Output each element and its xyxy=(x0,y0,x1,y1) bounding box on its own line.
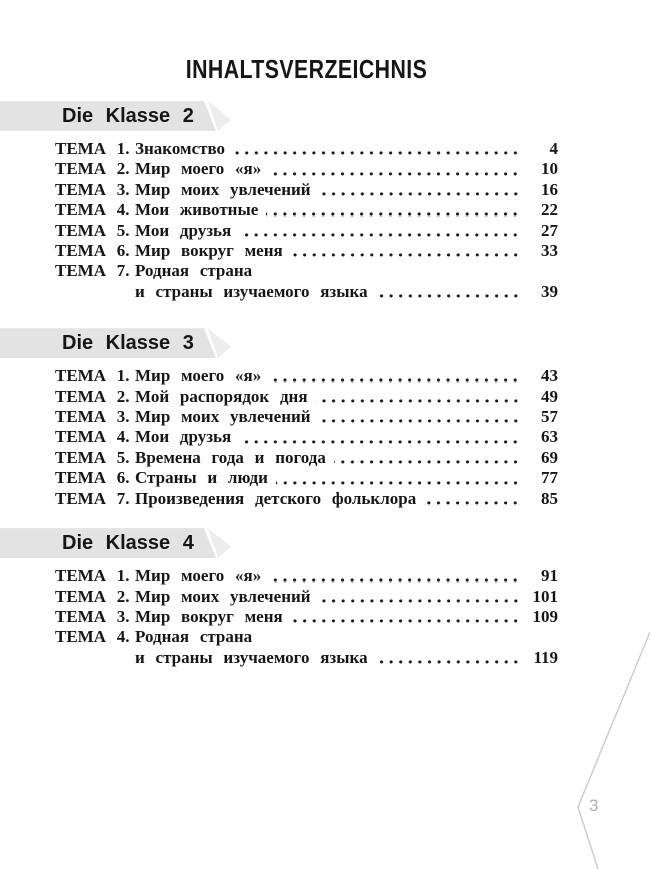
entry-page-number: 22 xyxy=(541,200,558,220)
dot-leader xyxy=(233,151,523,155)
page-number: 3 xyxy=(589,796,599,815)
entry-line xyxy=(135,261,558,281)
entry-title: Мир моих увлечений xyxy=(135,586,311,606)
dot-leader xyxy=(424,501,523,505)
entry-title: Мир моих увлечений xyxy=(135,407,311,427)
toc-entry xyxy=(55,468,558,488)
entry-title: Мир вокруг меня xyxy=(135,606,283,626)
entry-title: Мои друзья xyxy=(135,427,232,447)
dot-leader xyxy=(239,440,523,444)
toc-entry xyxy=(55,607,558,627)
entry-page-number: 85 xyxy=(541,488,558,508)
entry-main xyxy=(135,566,558,586)
entry-line xyxy=(135,587,558,607)
entry-main xyxy=(135,448,558,468)
entry-label: ТЕМА 5. xyxy=(55,220,130,240)
entry-main xyxy=(135,180,558,200)
class-banner-label: Die Klasse 4 xyxy=(62,532,194,555)
entry-page-number: 69 xyxy=(541,447,558,467)
dot-leader xyxy=(291,253,523,257)
dot-leader xyxy=(376,660,523,664)
toc-entry xyxy=(55,566,558,586)
toc-entry xyxy=(55,448,558,468)
entry-line xyxy=(135,427,558,447)
entry-main xyxy=(135,366,558,386)
toc-entry xyxy=(55,221,558,241)
entry-main xyxy=(135,427,558,447)
class-banner xyxy=(0,528,231,558)
entry-title: Страны и люди xyxy=(135,468,268,488)
toc-entry xyxy=(55,627,558,668)
entry-label: ТЕМА 4. xyxy=(55,627,130,647)
entry-main xyxy=(135,261,558,302)
entry-main xyxy=(135,200,558,220)
entry-page-number: 109 xyxy=(532,606,558,626)
entry-line xyxy=(135,200,558,220)
dot-leader xyxy=(266,212,523,216)
entry-main xyxy=(135,407,558,427)
entry-label: ТЕМА 6. xyxy=(55,468,130,488)
entry-label: ТЕМА 1. xyxy=(55,566,130,586)
dot-leader xyxy=(269,378,523,382)
entry-title: Мир вокруг меня xyxy=(135,241,283,261)
entry-title: Родная страна xyxy=(135,261,253,281)
entry-main xyxy=(135,607,558,627)
entry-title: Знакомство xyxy=(135,139,226,158)
entry-label: ТЕМА 2. xyxy=(55,586,130,606)
class-banner-label: Die Klasse 2 xyxy=(62,105,194,127)
toc-page xyxy=(55,0,558,668)
entry-page-number: 77 xyxy=(541,468,558,488)
entry-label: ТЕМА 5. xyxy=(55,447,130,467)
toc-entries xyxy=(55,366,558,509)
entry-line xyxy=(135,139,558,159)
entry-title: Времена года и погода xyxy=(135,447,326,467)
entry-label: ТЕМА 3. xyxy=(55,179,130,199)
toc-entry xyxy=(55,387,558,407)
entry-line xyxy=(135,159,558,179)
dot-leader xyxy=(319,192,523,196)
entry-main xyxy=(135,221,558,241)
entry-page-number: 49 xyxy=(541,386,558,406)
entry-line xyxy=(135,468,558,488)
entry-main xyxy=(135,468,558,488)
toc-entry xyxy=(55,587,558,607)
entry-title: Мои животные xyxy=(135,200,259,220)
entry-title: Мир моих увлечений xyxy=(135,179,311,199)
entry-title: Произведения детского фольклора xyxy=(135,488,417,508)
entry-label: ТЕМА 3. xyxy=(55,606,130,626)
entry-line xyxy=(135,387,558,407)
entry-line xyxy=(135,221,558,241)
entry-title: Мир моего «я» xyxy=(135,159,262,179)
entry-page-number: 57 xyxy=(541,407,558,427)
entry-line-continuation xyxy=(135,282,558,302)
toc-entry xyxy=(55,407,558,427)
entry-page-number: 10 xyxy=(541,159,558,179)
entry-line xyxy=(135,566,558,586)
page-title: INHALTSVERZEICHNIS xyxy=(185,54,428,84)
entry-title: Мир моего «я» xyxy=(135,566,262,586)
toc-entry xyxy=(55,427,558,447)
entry-label: ТЕМА 7. xyxy=(55,261,130,281)
dot-leader xyxy=(276,481,523,485)
entry-page-number: 4 xyxy=(549,139,558,158)
entry-line xyxy=(135,448,558,468)
entry-line xyxy=(135,627,558,647)
toc-entries xyxy=(55,139,558,302)
dot-leader xyxy=(269,578,523,582)
entry-page-number: 101 xyxy=(532,586,558,606)
entry-label: ТЕМА 4. xyxy=(55,200,130,220)
entry-title: Мои друзья xyxy=(135,220,232,240)
entry-title: Родная страна xyxy=(135,627,253,647)
toc-entry xyxy=(55,241,558,261)
toc-section xyxy=(55,328,558,509)
dot-leader xyxy=(319,599,523,603)
dot-leader xyxy=(316,399,523,403)
entry-main xyxy=(135,387,558,407)
entry-label: ТЕМА 1. xyxy=(55,366,130,386)
entry-label: ТЕМА 1. xyxy=(55,139,130,158)
toc-entry xyxy=(55,366,558,386)
entry-main xyxy=(135,587,558,607)
entry-main xyxy=(135,489,558,509)
class-banner xyxy=(0,328,231,358)
dot-leader xyxy=(269,172,523,176)
sections-container xyxy=(55,101,558,668)
entry-main xyxy=(135,159,558,179)
entry-line xyxy=(135,180,558,200)
toc-entry xyxy=(55,200,558,220)
entry-title: и страны изучаемого языка xyxy=(135,647,368,667)
entry-label: ТЕМА 6. xyxy=(55,241,130,261)
entry-label: ТЕМА 3. xyxy=(55,407,130,427)
entry-page-number: 39 xyxy=(541,281,558,301)
toc-section xyxy=(55,101,558,302)
entry-main xyxy=(135,139,558,159)
toc-entry xyxy=(55,261,558,302)
entry-line xyxy=(135,607,558,627)
entry-label: ТЕМА 2. xyxy=(55,386,130,406)
entry-main xyxy=(135,627,558,668)
entry-main xyxy=(135,241,558,261)
entry-page-number: 119 xyxy=(533,647,558,667)
dot-leader xyxy=(319,419,523,423)
entry-page-number: 27 xyxy=(541,220,558,240)
entry-title: и страны изучаемого языка xyxy=(135,281,368,301)
toc-section xyxy=(55,528,558,668)
entry-line xyxy=(135,366,558,386)
entry-page-number: 91 xyxy=(541,566,558,586)
toc-entries xyxy=(55,566,558,668)
entry-page-number: 33 xyxy=(541,241,558,261)
dot-leader xyxy=(291,619,523,623)
toc-entry xyxy=(55,489,558,509)
entry-title: Мир моего «я» xyxy=(135,366,262,386)
class-banner-label: Die Klasse 3 xyxy=(62,332,194,355)
dot-leader xyxy=(376,294,523,298)
class-banner xyxy=(0,101,231,131)
corner-zigzag-line xyxy=(578,632,650,869)
dot-leader xyxy=(239,233,523,237)
corner-decoration-lines xyxy=(560,619,650,869)
entry-label: ТЕМА 2. xyxy=(55,159,130,179)
dot-leader xyxy=(334,460,523,464)
entry-page-number: 63 xyxy=(541,427,558,447)
entry-line xyxy=(135,407,558,427)
entry-line xyxy=(135,241,558,261)
entry-label: ТЕМА 7. xyxy=(55,488,130,508)
toc-entry xyxy=(55,159,558,179)
entry-line xyxy=(135,489,558,509)
toc-entry xyxy=(55,180,558,200)
entry-page-number: 43 xyxy=(541,366,558,386)
entry-line-continuation xyxy=(135,648,558,668)
entry-page-number: 16 xyxy=(541,179,558,199)
entry-label: ТЕМА 4. xyxy=(55,427,130,447)
entry-title: Мой распорядок дня xyxy=(135,386,308,406)
toc-entry xyxy=(55,139,558,159)
